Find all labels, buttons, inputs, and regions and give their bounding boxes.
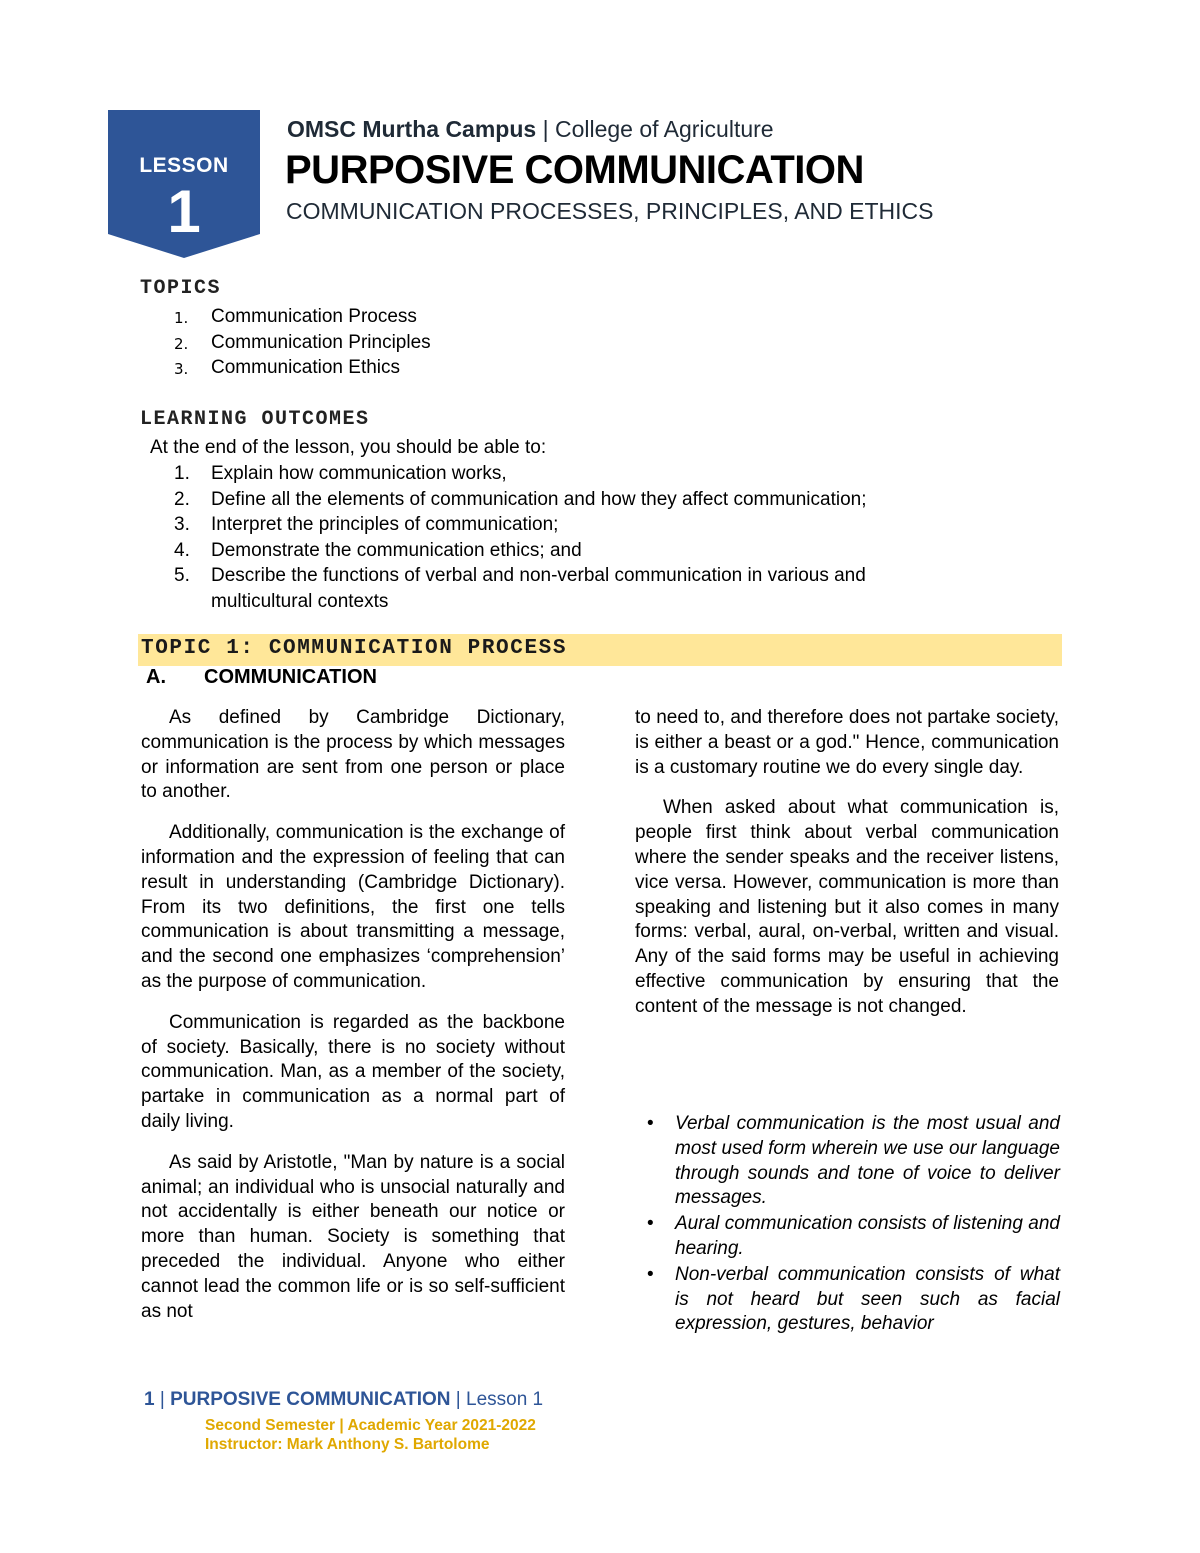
list-item: 5. Describe the functions of verbal and non-verbal communication in various and multicultural contexts	[174, 565, 866, 612]
section-a-title: COMMUNICATION	[204, 666, 377, 688]
course-title: PURPOSIVE COMMUNICATION	[285, 148, 864, 192]
footer-details	[205, 1416, 536, 1454]
paragraph: As said by Aristotle, "Man by nature is a social animal; an individual who is unsocial naturally and not accidentally is either beneath our notice or more than human. Society is something that preceded the individual. Anyone who either cannot lead the common life or is so self-sufficient as not	[141, 1151, 565, 1322]
topic-1-banner	[138, 634, 1062, 666]
bullet-icon: •	[647, 1213, 654, 1235]
topic-1-heading: TOPIC 1: COMMUNICATION PROCESS	[141, 637, 568, 660]
topics-list	[174, 304, 431, 381]
section-a-label: A.	[146, 666, 166, 688]
lesson-badge	[108, 110, 260, 258]
communication-forms-list	[647, 1112, 1060, 1338]
list-item: 2. Define all the elements of communication and how they affect communication;	[174, 488, 867, 510]
topics-heading: TOPICS	[140, 277, 222, 300]
bullet-icon: •	[647, 1113, 654, 1134]
bullet-item: • Verbal communication is the most usual and most used form wherein we use our language through sounds and tone of voice to deliver messages.	[647, 1113, 1060, 1209]
college-name: College of Agriculture	[554, 116, 774, 142]
outcomes-list	[174, 461, 994, 614]
paragraph: Communication is regarded as the backbone of society. Basically, there is no society without communication. Man, as a member of the society, partake in communication as a normal part of daily living.	[141, 1011, 565, 1132]
badge-number: 1	[167, 178, 201, 245]
left-column	[141, 706, 565, 1340]
list-item: 4. Demonstrate the communication ethics; and	[174, 539, 582, 561]
bullet-item: • Non-verbal communication consists of what is not heard but seen such as facial expression, gestures, behavior	[647, 1263, 1060, 1335]
list-item: 1. Explain how communication works,	[174, 463, 507, 484]
footer-course: PURPOSIVE COMMUNICATION	[170, 1389, 451, 1410]
campus-separator: |	[536, 116, 555, 142]
list-item: 1. Communication Process	[174, 306, 417, 327]
paragraph: Additionally, communication is the exchange of information and the expression of feeling that can result in understanding (Cambridge Dictionary). From its two definitions, the first one tells communication is about transmitting a message, and the second one emphasizes ‘comprehension’ as the purpose of communication.	[141, 822, 565, 992]
campus-line	[287, 116, 774, 143]
footer-lesson: Lesson 1	[466, 1389, 544, 1410]
list-item: 3. Communication Ethics	[174, 357, 401, 378]
paragraph: to need to, and therefore does not partake society, is either a beast or a god." Hence, communication is a customary routine we do every single day.	[635, 707, 1059, 778]
lesson-subtitle: COMMUNICATION PROCESSES, PRINCIPLES, AND ETHICS	[286, 198, 934, 224]
learning-outcomes-heading: LEARNING OUTCOMES	[140, 408, 370, 431]
footer-semester: Second Semester | Academic Year 2021-2022	[205, 1417, 536, 1434]
campus-name: OMSC Murtha Campus	[287, 116, 537, 142]
list-item: 3. Interpret the principles of communication;	[174, 514, 559, 535]
bullet-icon: •	[647, 1263, 654, 1285]
paragraph: As defined by Cambridge Dictionary, communication is the process by which messages or information are sent from one person or place to another.	[141, 707, 565, 803]
outcomes-intro: At the end of the lesson, you should be able to:	[150, 437, 547, 458]
page-footer: 1 | PURPOSIVE COMMUNICATION | Lesson 1	[144, 1389, 544, 1410]
badge-word: LESSON	[139, 154, 229, 177]
list-item: 2. Communication Principles	[174, 331, 431, 353]
right-column	[635, 706, 1059, 1036]
footer-instructor: Instructor: Mark Anthony S. Bartolome	[205, 1436, 490, 1453]
page-number: 1	[144, 1389, 155, 1410]
paragraph: When asked about what communication is, people first think about verbal communication where the sender speaks and the receiver listens, vice versa. However, communication is more than speaking and listening but it also comes in many forms: verbal, aural, on-verbal, written and visual. Any of the said forms may be useful in achieving effective communication by ensuring that the content of the message is not changed.	[635, 797, 1059, 1017]
bullet-item: • Aural communication consists of listening and hearing.	[647, 1213, 1060, 1259]
